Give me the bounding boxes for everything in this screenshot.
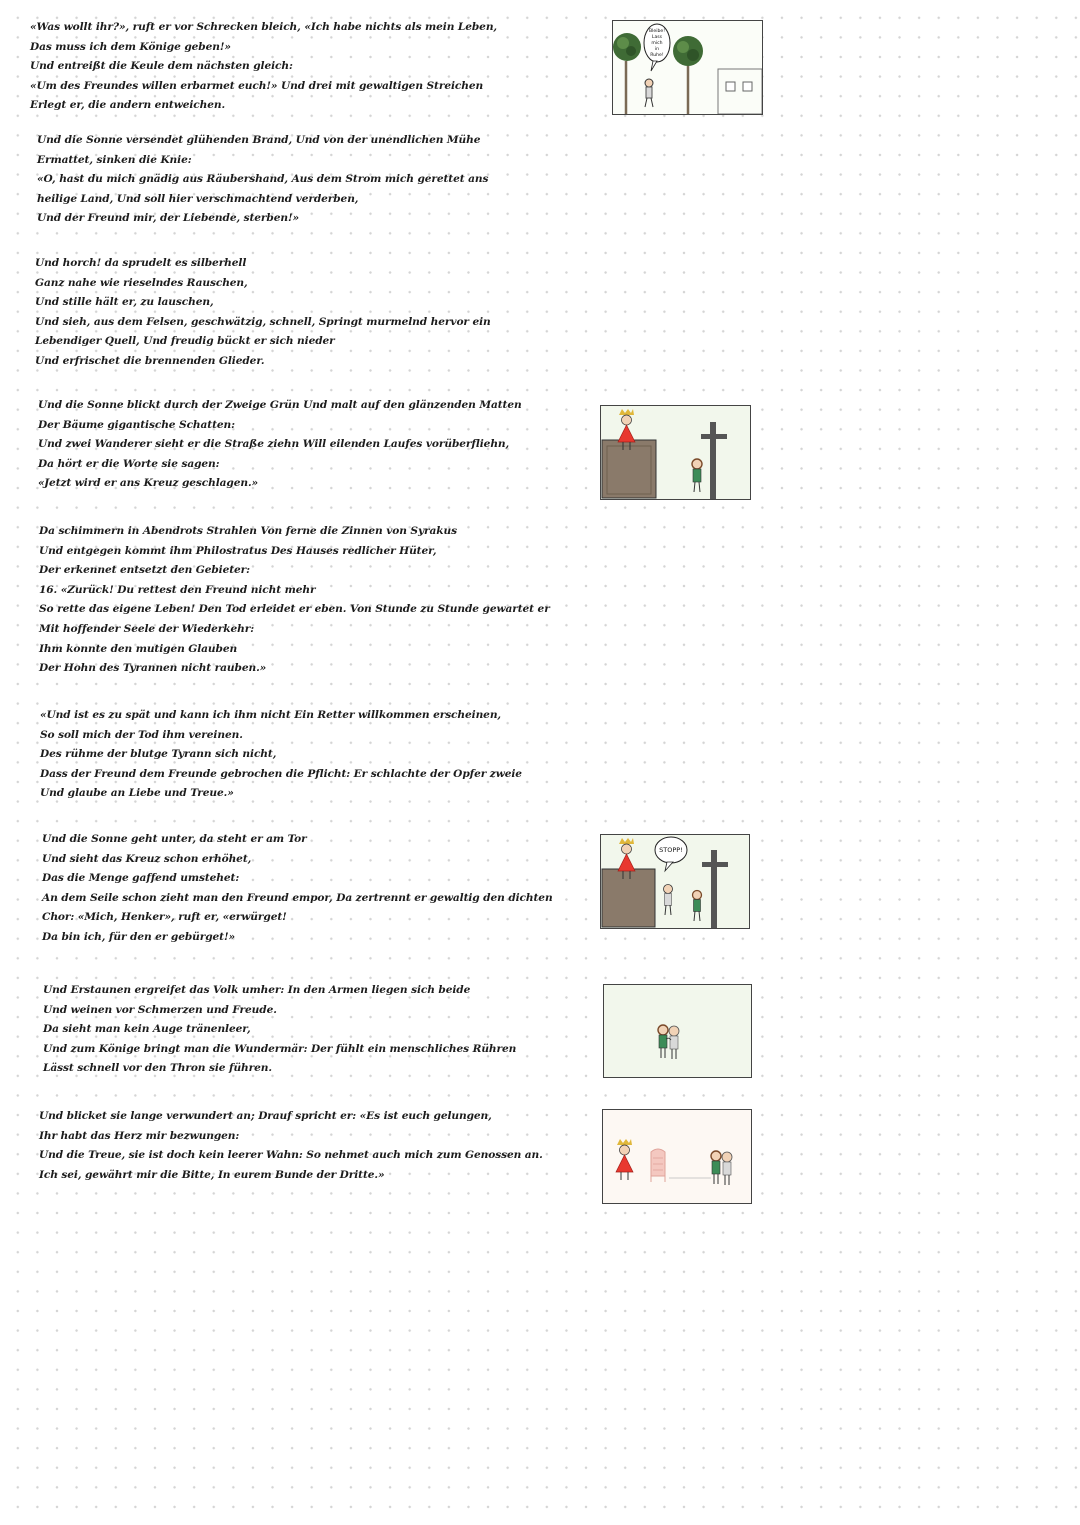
verse-line: Lässt schnell vor den Thron sie führen.	[43, 1062, 272, 1075]
verse-line: «Jetzt wird er ans Kreuz geschlagen.»	[38, 477, 259, 490]
verse-line: Da schimmern in Abendrots Strahlen Von ferne die Zinnen von Syrakus	[39, 525, 457, 537]
verse-line: So rette das eigene Leben! Den Tod erleidet er eben. Von Stunde zu Stunde gewartet er	[39, 603, 550, 616]
runner-figure-icon	[664, 885, 673, 916]
embrace-drawing	[604, 985, 751, 1077]
verse-line: Ganz nahe wie rieselndes Rauschen,	[35, 276, 248, 289]
speech-bubble-word: mich	[651, 41, 663, 46]
verse-line: Das muss ich dem Könige geben!»	[30, 40, 231, 53]
verse-line: Ermattet, sinken die Knie:	[37, 153, 192, 166]
verse-line: Dass der Freund dem Freunde gebrochen die Pflicht: Er schlachte der Opfer zweie	[40, 767, 522, 780]
stanza-1	[30, 18, 497, 116]
verse-line: Und der Freund mir, der Liebende, sterben!»	[37, 212, 300, 225]
friends-embracing-icon	[658, 1025, 679, 1059]
verse-line: Und zwei Wanderer sieht er die Straße ziehn Will eilenden Laufes vorüberfliehn,	[38, 438, 510, 451]
verse-line: Ihm konnte den mutigen Glauben	[39, 642, 238, 655]
platform-icon	[602, 440, 656, 498]
cross-icon	[702, 850, 728, 928]
verse-line: «Was wollt ihr?», ruft er vor Schrecken bleich, «Ich habe nichts als mein Leben,	[30, 21, 498, 33]
verse-line: So soll mich der Tod ihm vereinen.	[40, 728, 243, 741]
verse-line: Da bin ich, für den er gebürget!»	[42, 930, 236, 943]
verse-line: Und die Sonne blickt durch der Zweige Grün Und malt auf den glänzenden Matten	[38, 399, 522, 411]
stanza-9	[39, 1107, 543, 1185]
verse-line: Und die Treue, sie ist doch kein leerer Wahn: So nehmet auch mich zum Genossen an.	[39, 1149, 543, 1162]
illustration-forest-scene	[612, 20, 763, 115]
verse-line: Der Hohn des Tyrannen nicht rauben.»	[39, 662, 267, 675]
wanderer-figure-icon	[645, 79, 653, 107]
verse-line: Und entgegen kommt ihm Philostratus Des Hauses redlicher Hüter,	[39, 544, 437, 557]
forest-scene-drawing	[613, 21, 762, 114]
platform-icon	[602, 869, 655, 927]
verse-line: Und erfrischet die brennenden Glieder.	[35, 354, 265, 367]
throne-scene-drawing	[603, 1110, 751, 1203]
verse-line: Lebendiger Quell, Und freudig bückt er sich nieder	[35, 335, 335, 348]
tree-crown-icon	[613, 33, 641, 61]
verse-line: An dem Seile schon zieht man den Freund empor, Da zertrennt er gewaltig den dichten	[42, 891, 553, 904]
illustration-throne-scene	[602, 1109, 752, 1204]
house-icon	[718, 69, 762, 114]
illustration-embrace	[603, 984, 752, 1078]
speech-bubble-icon	[655, 837, 687, 871]
speech-bubble-word: Bleibe!	[648, 29, 666, 34]
verse-line: «Um des Freundes willen erbarmet euch!» Und drei mit gewaltigen Streichen	[30, 79, 484, 92]
verse-line: heilige Land, Und soll hier verschmachtend verderben,	[37, 192, 359, 205]
throne-icon	[651, 1149, 665, 1182]
verse-line: Und sieh, aus dem Felsen, geschwätzig, schnell, Springt murmelnd hervor ein	[35, 315, 491, 328]
verse-line: Mit hoffender Seele der Wiederkehr:	[39, 622, 255, 635]
verse-line: Und Erstaunen ergreifet das Volk umher: In den Armen liegen sich beide	[43, 984, 471, 996]
verse-line: 16. «Zurück! Du rettest den Freund nicht mehr	[39, 583, 316, 596]
speech-bubble-word: Lass	[651, 35, 663, 40]
speech-bubble-word: Ruhe!	[650, 53, 664, 58]
illustration-stop-scene	[600, 834, 750, 929]
verse-line: Der erkennet entsetzt den Gebieter:	[39, 564, 250, 577]
verse-line: Und entreißt die Keule dem nächsten gleich:	[30, 60, 293, 73]
cross-icon	[701, 422, 727, 499]
tree-crown-icon	[673, 36, 703, 66]
verse-line: «O, hast du mich gnädig aus Räubershand, Aus dem Strom mich gerettet ans	[37, 173, 489, 186]
stanza-3	[35, 254, 491, 372]
verse-line: Der Bäume gigantische Schatten:	[38, 418, 235, 431]
friend-figure-icon	[693, 891, 702, 922]
verse-line: Und horch! da sprudelt es silberhell	[35, 257, 247, 269]
king-cross-drawing	[601, 406, 750, 499]
illustration-king-and-cross	[600, 405, 751, 500]
king-figure-icon	[616, 1139, 633, 1180]
verse-line: Und zum Könige bringt man die Wundermär: Der fühlt ein menschliches Rühren	[43, 1042, 517, 1055]
verse-line: Und die Sonne geht unter, da steht er am Tor	[42, 833, 307, 845]
friends-pair-icon	[711, 1151, 732, 1185]
speech-bubble-word: in	[654, 47, 660, 52]
friend-figure-icon	[692, 459, 702, 492]
verse-line: Da hört er die Worte sie sagen:	[38, 457, 220, 470]
verse-line: Da sieht man kein Auge tränenleer,	[43, 1023, 251, 1036]
verse-line: Des rühme der blutge Tyrann sich nicht,	[40, 748, 277, 761]
stanza-8	[43, 981, 516, 1079]
stanza-5	[39, 522, 550, 679]
verse-line: Und sieht das Kreuz schon erhöhet,	[42, 852, 252, 865]
speech-bubble-text: STOPP!	[659, 846, 683, 854]
verse-line: Und weinen vor Schmerzen und Freude.	[43, 1003, 277, 1016]
stanza-6	[40, 706, 522, 804]
verse-line: Ihr habt das Herz mir bezwungen:	[39, 1129, 240, 1142]
verse-line: Und glaube an Liebe und Treue.»	[40, 787, 234, 800]
verse-line: Das die Menge gaffend umstehet:	[42, 872, 240, 885]
verse-line: Chor: «Mich, Henker», ruft er, «erwürget!	[42, 911, 287, 924]
verse-line: Erlegt er, die andern entweichen.	[30, 99, 226, 112]
verse-line: Und blicket sie lange verwundert an; Drauf spricht er: «Es ist euch gelungen,	[39, 1110, 492, 1122]
verse-line: «Und ist es zu spät und kann ich ihm nicht Ein Retter willkommen erscheinen,	[40, 709, 502, 721]
stop-scene-drawing	[601, 835, 749, 928]
verse-line: Und stille hält er, zu lauschen,	[35, 296, 214, 309]
stanza-4	[38, 396, 522, 494]
verse-line: Und die Sonne versendet glühenden Brand, Und von der unendlichen Mühe	[37, 134, 481, 146]
verse-line: Ich sei, gewährt mir die Bitte, In eurem Bunde der Dritte.»	[39, 1168, 385, 1181]
stanza-2	[37, 131, 488, 229]
stanza-7	[42, 830, 553, 948]
